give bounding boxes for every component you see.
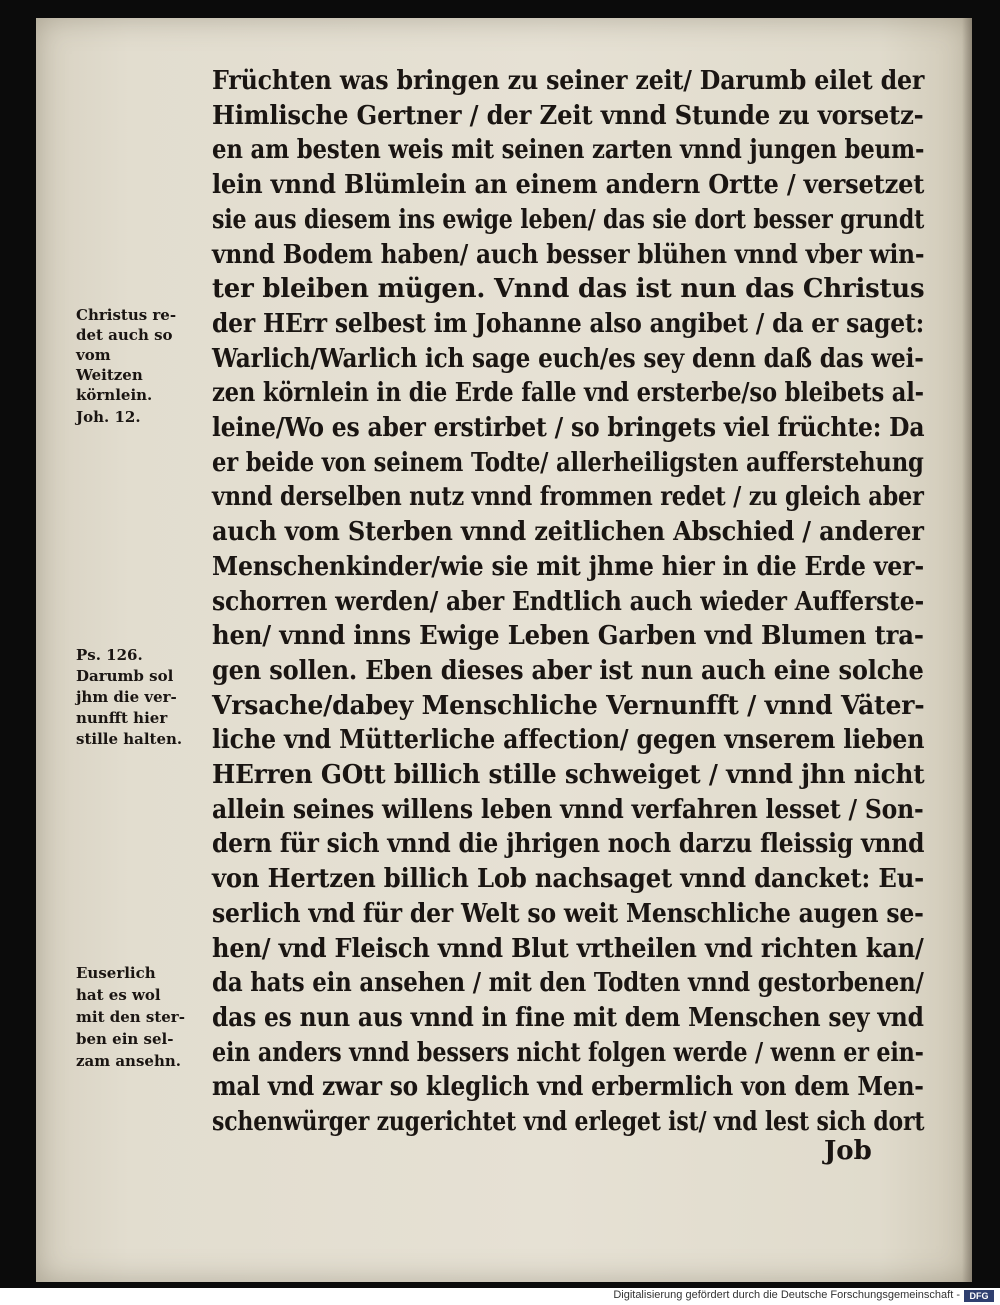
text-line: Vrsache/dabey Menschliche Vernunfft / vnnd Väter- — [212, 690, 925, 721]
text-line: vnnd derselben nutz vnnd frommen redet / zu gleich aber — [212, 482, 924, 513]
text-line: serlich vnd für der Welt so weit Menschliche augen se- — [212, 898, 924, 929]
note-line: jhm die ver- — [76, 688, 177, 706]
text-line: ter bleiben mügen. Vnnd das ist nun das Christus — [212, 274, 925, 305]
text-line: der HErr selbest im Johanne also angibet / da er saget: — [212, 308, 925, 339]
text-line: hen/ vnnd inns Ewige Leben Garben vnd Blumen tra- — [212, 621, 924, 652]
note-line: Weitzen — [76, 366, 143, 384]
text-line: vnnd Bodem haben/ auch besser blühen vnnd vber win- — [212, 239, 925, 270]
note-line: Ps. 126. — [76, 646, 143, 664]
digitization-footer — [0, 1288, 1000, 1305]
text-line: Himlische Gertner / der Zeit vnnd Stunde zu vorsetz- — [212, 100, 924, 131]
text-line: zen körnlein in die Erde falle vnd ersterbe/so bleibets al- — [212, 378, 924, 409]
text-line: schorren werden/ aber Endtlich auch wieder Aufferste- — [212, 586, 925, 617]
book-page — [36, 18, 972, 1282]
text-line: Warlich/Warlich ich sage euch/es sey denn daß das wei- — [212, 343, 924, 374]
catchword: Job — [824, 1136, 872, 1166]
text-line: auch vom Sterben vnnd zeitlichen Abschied / anderer — [212, 517, 924, 548]
text-line: HErren GOtt billich stille schweiget / vnnd jhn nicht — [212, 760, 925, 790]
footer-credit: Digitalisierung gefördert durch die Deutsche Forschungsgemeinschaft - — [613, 1289, 960, 1301]
text-line: er beide von seinem Todte/ allerheiligsten aufferstehung — [212, 447, 924, 478]
text-line: allein seines willens leben vnnd verfahren lesset / Son- — [212, 794, 924, 825]
note-line: Euserlich — [76, 964, 156, 982]
note-line: Joh. 12. — [76, 408, 141, 426]
text-line: dern für sich vnnd die jhrigen noch darzu fleissig vnnd — [212, 829, 925, 860]
page-edge-shadow — [962, 18, 972, 1282]
note-line: stille halten. — [76, 730, 183, 748]
note-line: zam ansehn. — [76, 1052, 181, 1070]
text-line: Menschenkinder/wie sie mit jhme hier in die Erde ver- — [212, 551, 925, 582]
note-line: mit den ster- — [76, 1008, 185, 1026]
text-line: en am besten weis mit seinen zarten vnnd jungen beum- — [212, 135, 925, 166]
text-line: gen sollen. Eben dieses aber ist nun auch eine solche — [212, 655, 924, 686]
text-line: lein vnnd Blümlein an einem andern Ortte / versetzet — [212, 170, 925, 201]
note-line: ben ein sel- — [76, 1030, 174, 1048]
text-line: das es nun aus vnnd in fine mit dem Menschen sey vnd — [212, 1002, 924, 1033]
note-line: Darumb sol — [76, 667, 174, 685]
note-line: vom — [76, 346, 111, 364]
text-line: ein anders vnnd bessers nicht folgen werde / wenn er ein- — [212, 1037, 924, 1068]
text-line: leine/Wo es aber erstirbet / so bringets viel früchte: Da — [212, 413, 925, 443]
text-line: liche vnd Mütterliche affection/ gegen vnserem lieben — [212, 725, 925, 756]
text-line: Früchten was bringen zu seiner zeit/ Darumb eilet der — [212, 66, 925, 96]
text-line: da hats ein ansehen / mit den Todten vnnd gestorbenen/ — [212, 968, 924, 999]
text-line: schenwürger zugerichtet vnd erleget ist/ vnd lest sich dort — [212, 1107, 925, 1137]
text-line: sie aus diesem ins ewige leben/ das sie dort besser grundt — [212, 204, 925, 235]
dfg-logo: DFG — [964, 1290, 994, 1302]
note-line: körnlein. — [76, 386, 153, 404]
note-line: Christus re- — [76, 306, 177, 324]
text-line: mal vnd zwar so kleglich vnd erbermlich von dem Men- — [212, 1072, 924, 1103]
note-line: hat es wol — [76, 986, 161, 1004]
note-line: nunfft hier — [76, 709, 168, 727]
note-line: det auch so — [76, 326, 173, 344]
text-line: von Hertzen billich Lob nachsaget vnnd dancket: Eu- — [212, 864, 925, 895]
text-line: hen/ vnd Fleisch vnnd Blut vrtheilen vnd richten kan/ — [212, 933, 924, 964]
